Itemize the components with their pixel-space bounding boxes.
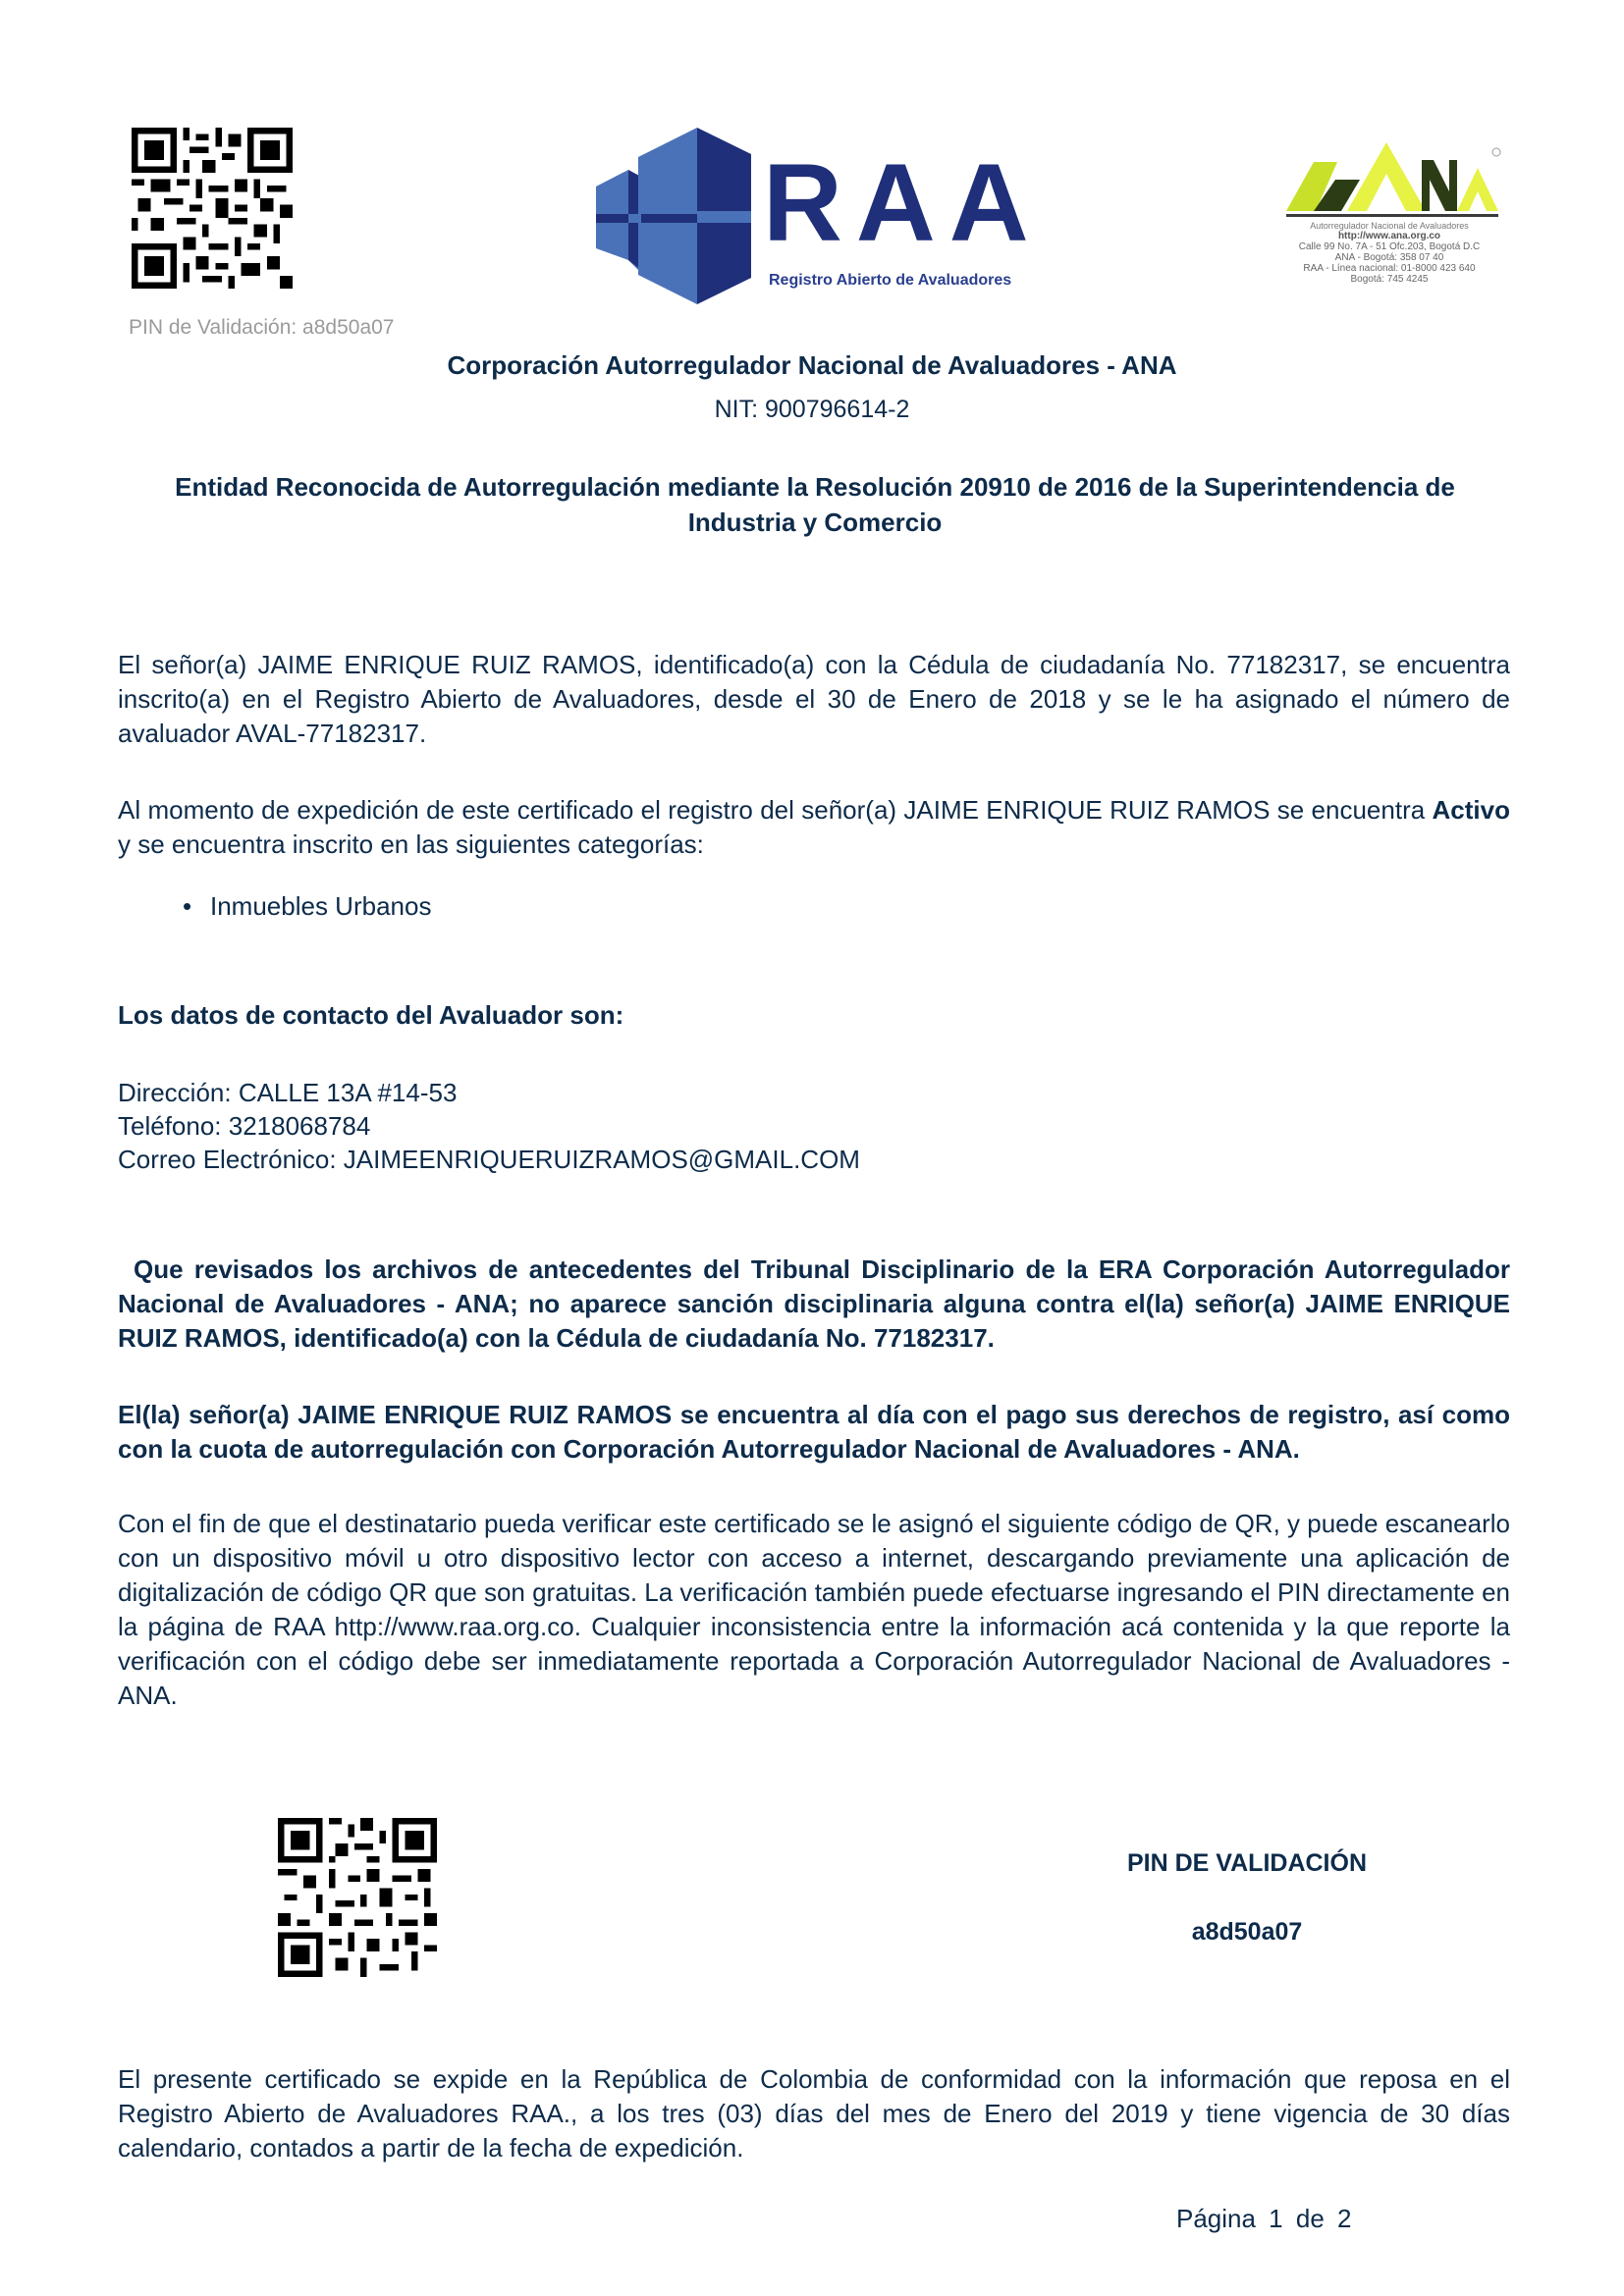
- contact-address: Dirección: CALLE 13A #14-53: [118, 1078, 458, 1107]
- issuance-paragraph: El presente certificado se expide en la República de Colombia de conformidad con la información que reposa en el Registro Abierto de Avaluadores RAA., a los tres (03) días del mes de Enero del 2019 y tiene vigencia de 30 días calendario, contados a partir de la fecha de expedición.: [118, 2064, 1510, 2163]
- ana-web: http://www.ana.org.co: [1337, 231, 1441, 241]
- categories-list: [183, 891, 431, 922]
- pin-validation-code: a8d50a07: [1191, 1918, 1303, 1946]
- contact-phone: Teléfono: 3218068784: [118, 1111, 371, 1141]
- bogota-phone: Bogotá: 745 4245: [1350, 274, 1429, 285]
- raa-logo-subtitle: Registro Abierto de Avaluadores: [769, 272, 1012, 289]
- ana-tagline: Autorregulador Nacional de Avaluadores: [1310, 221, 1469, 231]
- page-number: Página 1 de 2: [1176, 2204, 1352, 2233]
- status-badge: Activo: [1432, 795, 1510, 825]
- verification-paragraph: Con el fin de que el destinatario pueda verificar este certificado se le asignó el siguiente código de QR, y puede escanearlo con un dispositivo móvil u otro dispositivo lector con acceso a internet, descargando previamente una aplicación de digitalización de código QR que son gratuitas. La verificación también puede efectuarse ingresando el PIN directamente en la página de RAA http://www.raa.org.co. Cualquier inconsistencia entre la información acá contenida y la que reporte la verificación con el código debe ser inmediatamente reportada a Corporación Autorregulador Nacional de Avaluadores - ANA.: [118, 1509, 1510, 1710]
- ana-logo: [1267, 142, 1512, 319]
- pin-validation-label: PIN DE VALIDACIÓN: [1127, 1849, 1367, 1877]
- contact-details: [118, 1076, 860, 1176]
- status-paragraph: Al momento de expedición de este certificado el registro del señor(a) JAIME ENRIQUE RUIZ RAMOS se encuentra Activo y se encuentra inscrito en las siguientes categorías:: [118, 795, 1510, 859]
- entity-recognition: Entidad Reconocida de Autorregulación mediante la Resolución 20910 de 2016 de la Superintendencia de Industria y Comercio: [175, 472, 1455, 537]
- payment-paragraph: El(la) señor(a) JAIME ENRIQUE RUIZ RAMOS se encuentra al día con el pago sus derechos de registro, así como con la cuota de autorregulación con Corporación Autorregulador Nacional de Avaluadores - ANA.: [118, 1400, 1510, 1464]
- list-item: • Inmuebles Urbanos: [183, 891, 431, 922]
- qr-code-icon: [132, 128, 293, 289]
- contact-heading: Los datos de contacto del Avaluador son:: [118, 1000, 624, 1030]
- ana-phone: ANA - Bogotá: 358 07 40: [1334, 252, 1444, 263]
- disciplinary-paragraph: Que revisados los archivos de antecedentes del Tribunal Disciplinario de la ERA Corporación Autorregulador Nacional de Avaluadores - ANA; no aparece sanción disciplinaria alguna contra el(la) señor(a) JAIME ENRIQUE RUIZ RAMOS, identificado(a) con la Cédula de ciudadanía No. 77182317.: [118, 1255, 1510, 1353]
- qr-code-icon: [278, 1818, 437, 1977]
- ana-mountain-icon: [1276, 142, 1502, 219]
- raa-logo: [594, 123, 1065, 309]
- nit-number: NIT: 900796614-2: [714, 396, 910, 423]
- ana-address: Calle 99 No. 7A - 51 Ofc.203, Bogotá D.C: [1298, 241, 1481, 252]
- pin-validation-header: PIN de Validación: a8d50a07: [129, 316, 395, 339]
- contact-email: Correo Electrónico: JAIMEENRIQUERUIZRAMOS@GMAIL.COM: [118, 1145, 860, 1174]
- organization-title: Corporación Autorregulador Nacional de Avaluadores - ANA: [447, 350, 1177, 380]
- raa-national-line: RAA - Línea nacional: 01-8000 423 640: [1303, 263, 1476, 274]
- raa-logo-letters: RAA: [763, 141, 1043, 264]
- raa-building-icon: [594, 123, 771, 309]
- registration-paragraph: El señor(a) JAIME ENRIQUE RUIZ RAMOS, identificado(a) con la Cédula de ciudadanía No. 77182317, se encuentra inscrito(a) en el Registro Abierto de Avaluadores, desde el 30 de Enero de 2018 y se le ha asignado el número de avaluador AVAL-77182317.: [118, 650, 1510, 748]
